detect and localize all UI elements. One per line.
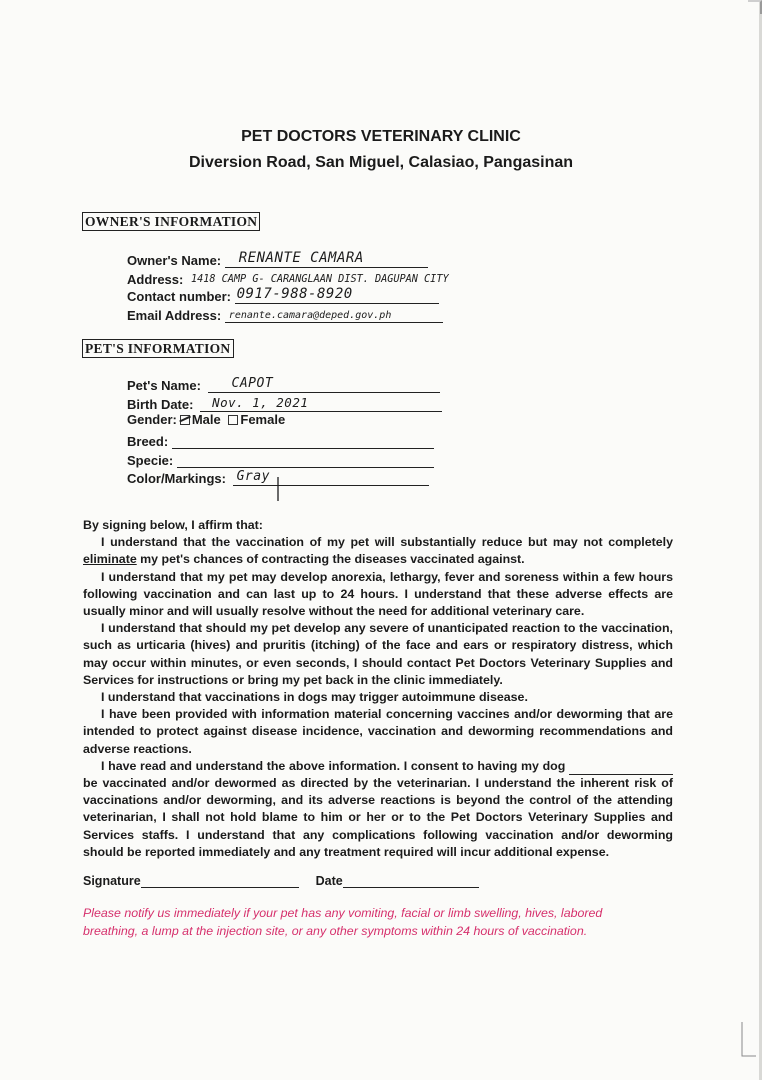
vaccination-notice: Please notify us immediately if your pet has any vomiting, facial or limb swelling, hives, labored breathing, a lump at the injection site, or any other symptoms within 24 hours of vaccination. (83, 906, 603, 938)
gender-male-label: Male (191, 412, 221, 427)
gender-male-checkbox[interactable] (180, 415, 190, 425)
pet-birth-row (127, 394, 442, 412)
pet-specie-label: Specie: (127, 453, 174, 468)
pet-color-field[interactable] (233, 468, 429, 486)
pet-specie-row (127, 450, 434, 468)
consent-paragraph-3: I understand that should my pet develop any severe of unanticipated reaction to the vaccination, such as urticaria (hives) and pruritis (itching) of the face and ears or respiratory distress, which may occur within minutes, or even seconds, I should contact Pet Doctors Veterinary Supplies and Services for instructions or bring my pet back in the clinic immediately. (83, 621, 673, 687)
clinic-name: PET DOCTORS VETERINARY CLINIC (241, 128, 521, 145)
eliminate-underlined: eliminate (83, 552, 137, 567)
scan-corner-mark (748, 0, 762, 14)
owner-email-label: Email Address: (127, 308, 222, 323)
pet-section-heading: PET'S INFORMATION (82, 339, 234, 358)
pet-birth-label: Birth Date: (127, 397, 194, 412)
clinic-address: Diversion Road, San Miguel, Calasiao, Pangasinan (188, 154, 574, 171)
gender-female-label: Female (240, 412, 286, 427)
pet-breed-row (127, 431, 434, 449)
owner-contact-value: 0917-988-8920 (236, 286, 353, 302)
consent-paragraph-1: I understand that the vaccination of my pet will substantially reduce but may not completely eliminate my pet's chances of contracting the diseases vaccinated against. (83, 535, 673, 567)
owner-section-heading: OWNER'S INFORMATION (82, 212, 260, 231)
date-field[interactable] (343, 873, 479, 888)
owner-name-label: Owner's Name: (127, 253, 222, 268)
owner-name-row (127, 250, 428, 268)
handwritten-stroke-mark (273, 476, 283, 502)
consent-paragraph-2: I understand that my pet may develop anorexia, lethargy, fever and soreness within a few hours following vaccination and can last up to 24 hours. I understand that these adverse effects are usually minor and will usually resolve without the need for additional veterinary care. (83, 569, 673, 619)
owner-address-field[interactable] (187, 269, 499, 287)
owner-contact-label: Contact number: (127, 289, 231, 304)
gender-female-checkbox[interactable] (228, 415, 238, 425)
pet-breed-field[interactable] (172, 431, 434, 449)
owner-name-value: RENANTE CAMARA (238, 250, 364, 266)
pet-name-value: CAPOT (231, 376, 274, 391)
owner-contact-field[interactable] (235, 286, 439, 304)
owner-email-row (127, 305, 443, 323)
consent-paragraph-5: I have been provided with information material concerning vaccines and/or deworming that are intended to protect against disease incidence, vaccination and deworming recommendations and adverse reactions. (83, 707, 673, 756)
owner-address-row (127, 269, 499, 287)
signature-label: Signature (83, 874, 141, 888)
owner-address-value: 1418 CAMP G- CARANGLAAN DIST. DAGUPAN CITY (190, 274, 449, 285)
pet-name-row (127, 375, 440, 393)
pet-gender-row (127, 412, 285, 430)
consent-text (83, 517, 673, 861)
consent-paragraph-6: I have read and understand the above information. I consent to having my dog be vaccinated and/or dewormed as directed by the veterinarian. I understand the inherent risk of vaccinations and/or deworming, and its adverse reactions is beyond the control of the attending veterinarian, I shall not hold blame to him or her or to the Pet Doctors Veterinary Supplies and Services staffs. I understand that any complications following vaccination and/or deworming should be reported immediately and any treatment required will incur additional expense. (83, 758, 673, 859)
pet-birth-field[interactable] (200, 394, 442, 412)
owner-address-label: Address: (127, 272, 184, 287)
consent-intro: By signing below, I affirm that: (83, 518, 263, 532)
signature-field[interactable] (141, 873, 299, 888)
dog-name-field[interactable] (569, 763, 673, 775)
owner-name-field[interactable] (225, 250, 428, 268)
scan-bottom-mark (738, 1020, 758, 1060)
consent-paragraph-4: I understand that vaccinations in dogs may trigger autoimmune disease. (101, 690, 528, 705)
pet-specie-field[interactable] (177, 450, 434, 468)
pet-birth-value: Nov. 1, 2021 (212, 395, 309, 410)
signature-row (83, 873, 479, 888)
owner-email-value: renante.camara@deped.gov.ph (228, 310, 392, 321)
pet-name-label: Pet's Name: (127, 378, 201, 393)
date-label: Date (315, 874, 343, 888)
pet-color-label: Color/Markings: (127, 471, 226, 486)
owner-contact-row (127, 286, 439, 304)
owner-email-field[interactable] (225, 305, 443, 323)
pet-gender-label: Gender: (127, 412, 177, 427)
pet-breed-label: Breed: (127, 434, 169, 449)
pet-name-field[interactable] (208, 375, 440, 393)
pet-color-value: Gray (236, 469, 270, 484)
